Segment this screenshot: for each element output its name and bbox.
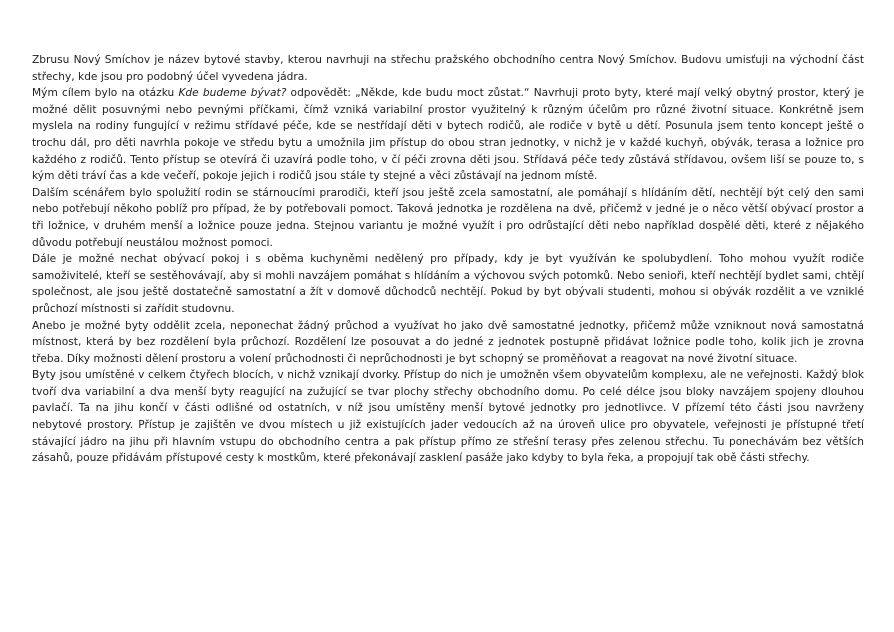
- paragraph-goal-body: odpovědět: „Někde, kde budu moct zůstat.“ Navrhuji proto byty, které mají velký obytný prostor, který je možné dělit posuvnými nebo pevnými příčkami, čímž vzniká variabilní prostor využitelný k různým účelům pro různé životní situace. Konkrétně jsem myslela na rodiny fungující v režimu střídavé péče, kde se nestřídají děti v bytech rodičů, ale rodiče v bytě u dětí. Posunula jsem tento koncept ještě o trochu dál, pro děti navrhla pokoje ve středu bytu a umožnila jim přístup do obou stran jednotky, v nichž je v každé kuchyň, obývák, terasa a ložnice pro každého z rodičů. Tento přístup se otevírá či uzavírá podle toho, v čí péči zrovna děti jsou. Střídavá péče tedy zůstává střídavou, ovšem liší se pouze to, s kým děti tráví čas a kde večeří, pokoje jejich i rodičů jsou stále ty stejné a věci zůstávají na jednom místě.: [32, 87, 864, 183]
- paragraph-separation: Anebo je možné byty oddělit zcela, neponechat žádný průchod a využívat ho jako dvě samostatné jednotky, přičemž může vzniknout nová samostatná místnost, která by bez rozdělení byla průchozí. Rozdělení lze posouvat a do jedné z jednotek postupně přidávat ložnice podle toho, kolik jich je zrovna třeba. Díky možnosti dělení prostoru a volení průchodnosti či neprůchodnosti je byt schopný se proměňovat a reagovat na nové životní situace.: [32, 319, 864, 365]
- question-emphasis: Kde budeme bývat?: [178, 87, 287, 100]
- paragraph-intro: Zbrusu Nový Smíchov je název bytové stavby, kterou navrhuji na střechu pražského obchodního centra Nový Smíchov. Budovu umisťuji na východní část střechy, kde jsou pro podobný účel vyvedena jádra.: [32, 54, 864, 83]
- paragraph-cohousing: Dále je možné nechat obývací pokoj i s oběma kuchyněmi nedělený pro případy, kdy je byt využíván ke spolubydlení. Toho mohou využít rodiče samoživitelé, kteří se sestěhovávají, aby si mohli navzájem pomáhat s hlídáním a výchovou svých potomků. Nebo senioři, kteří nechtějí bydlet sami, chtějí společnost, ale jsou ještě dostatečně samostatní a žít v domově důchodců nechtějí. Pokud by byt obývali studenti, mohou si obývák rozdělit a ve vzniklé průchozí místnosti si zařídit studovnu.: [32, 253, 864, 315]
- document-body: [32, 52, 864, 467]
- paragraph-grandparents: Dalším scénářem bylo spolužití rodin se stárnoucími prarodiči, kteří jsou ještě zcela samostatní, ale pomáhají s hlídáním dětí, nechtějí být celý den sami nebo potřebují někoho poblíž pro případ, že by potřebovali pomoct. Taková jednotka je rozdělena na dvě, přičemž v jedné je o něco větší obývací prostor a tři ložnice, v druhém menší a ložnice pouze jedna. Stejnou variantu je možné využít i pro odrůstající děti nebo například dospělé děti, které z nějakého důvodu potřebují neustálou možnost pomoci.: [32, 186, 864, 249]
- paragraph-goal: [32, 85, 864, 185]
- paragraph-goal-lead: Mým cílem bylo na otázku: [32, 87, 179, 100]
- paragraph-blocks: Byty jsou umístěné v celkem čtyřech blocích, v nichž vznikají dvorky. Přístup do nich je umožněn všem obyvatelům komplexu, ale ne veřejnosti. Každý blok tvoří dva variabilní a dva menší byty reagující na zužující se tvar plochy střechy obchodního domu. Po celé délce jsou bloky navzájem spojeny dlouhou pavlačí. Ta na jihu končí v části odlišné od ostatních, v níž jsou umístěny menší bytové jednotky pro jednotlivce. V přízemí této části jsou navrženy nebytové prostory. Přístup je zajištěn ve dvou místech u již existujících jader vedoucích až na úroveň ulice pro obyvatele, veřejnosti je přístupné třetí stávající jádro na jihu při hlavním vstupu do obchodního centra a pak přístup přímo ze střešní terasy přes zelenou střechu. Tu ponechávám bez větších zásahů, pouze přidávám přístupové cesty k mostkům, které překonávají zasklení pasáže jako kdyby to byla řeka, a propojují tak obě části střechy.: [32, 369, 864, 465]
